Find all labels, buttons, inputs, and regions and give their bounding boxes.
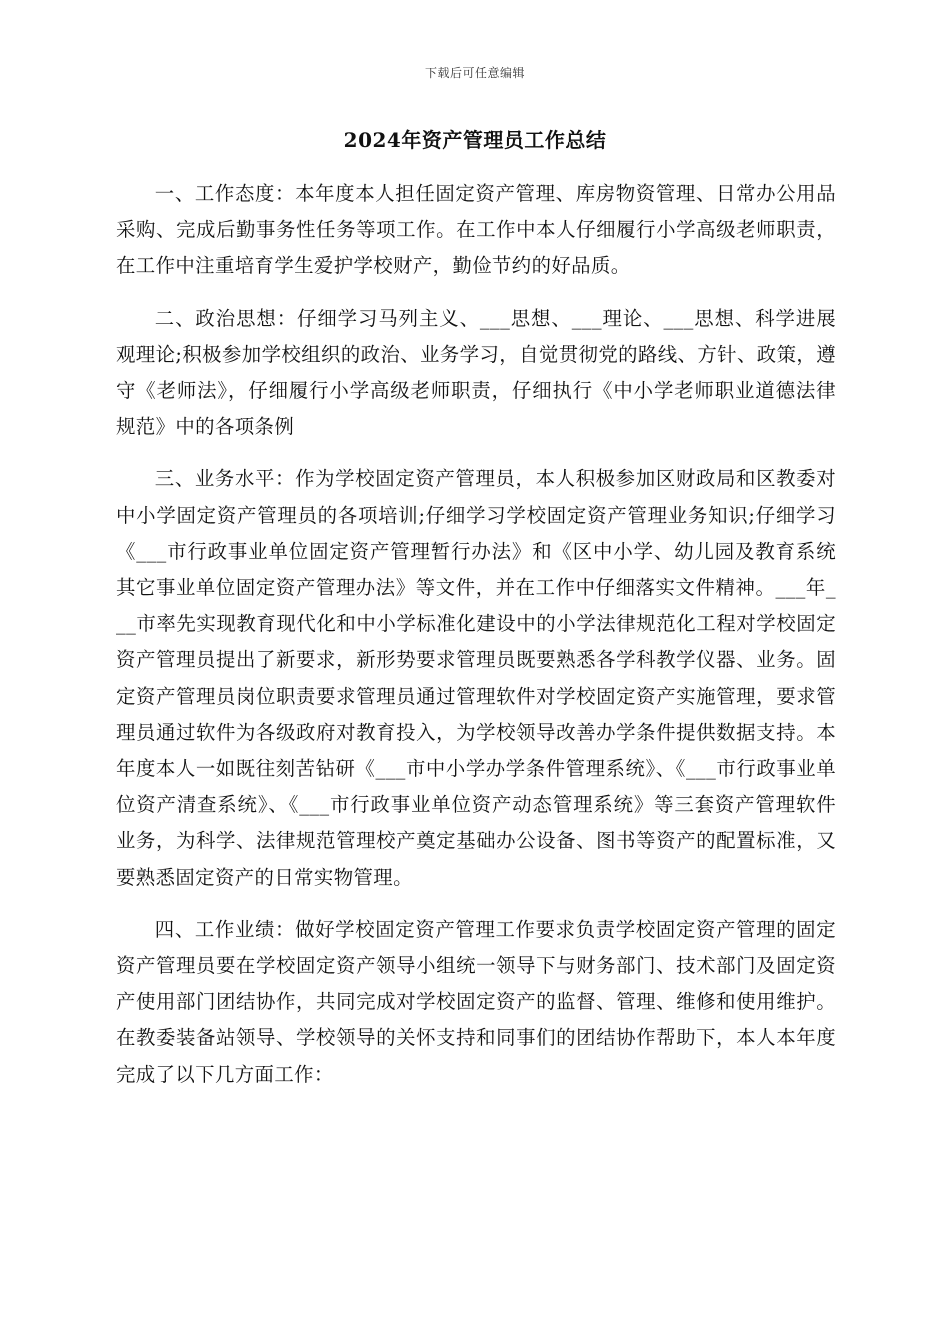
document-body [116,176,836,1109]
paragraph-work-attitude: 一、工作态度：本年度本人担任固定资产管理、库房物资管理、日常办公用品采购、完成后勤事务性任务等项工作。在工作中本人仔细履行小学高级老师职责，在工作中注重培育学生爱护学校财产，勤俭节约的好品质。 [116,182,836,278]
paragraph-professional-level: 三、业务水平：作为学校固定资产管理员，本人积极参加区财政局和区教委对中小学固定资产管理员的各项培训;仔细学习学校固定资产管理业务知识;仔细学习《___市行政事业单位固定资产管理暂行办法》和《区中小学、幼儿园及教育系统其它事业单位固定资产管理办法》等文件，并在工作中仔细落实文件精神。___年___市率先实现教育现代化和中小学标准化建设中的小学法律规范化工程对学校固定资产管理员提出了新要求，新形势要求管理员既要熟悉各学科教学仪器、业务。固定资产管理员岗位职责要求管理员通过管理软件对学校固定资产实施管理，要求管理员通过软件为各级政府对教育投入，为学校领导改善办学条件提供数据支持。本年度本人一如既往刻苦钻研《___市中小学办学条件管理系统》、《___市行政事业单位资产清查系统》、《___市行政事业单位资产动态管理系统》等三套资产管理软件业务，为科学、法律规范管理校产奠定基础办公设备、图书等资产的配置标准，又要熟悉固定资产的日常实物管理。 [116,467,836,889]
paragraph-political-thought: 二、政治思想：仔细学习马列主义、___思想、___理论、___思想、科学进展观理论;积极参加学校组织的政治、业务学习，自觉贯彻党的路线、方针、政策，遵守《老师法》，仔细履行小学高级老师职责，仔细执行《中小学老师职业道德法律规范》中的各项条例 [116,306,836,439]
paragraph-work-achievements: 四、工作业绩：做好学校固定资产管理工作要求负责学校固定资产管理的固定资产管理员要在学校固定资产领导小组统一领导下与财务部门、技术部门及固定资产使用部门团结协作，共同完成对学校固定资产的监督、管理、维修和使用维护。在教委装备站领导、学校领导的关怀支持和同事们的团结协作帮助下，本人本年度完成了以下几方面工作： [116,917,836,1086]
document-title: 2024年资产管理员工作总结 [343,128,607,152]
header-note: 下载后可任意编辑 [424,66,525,80]
